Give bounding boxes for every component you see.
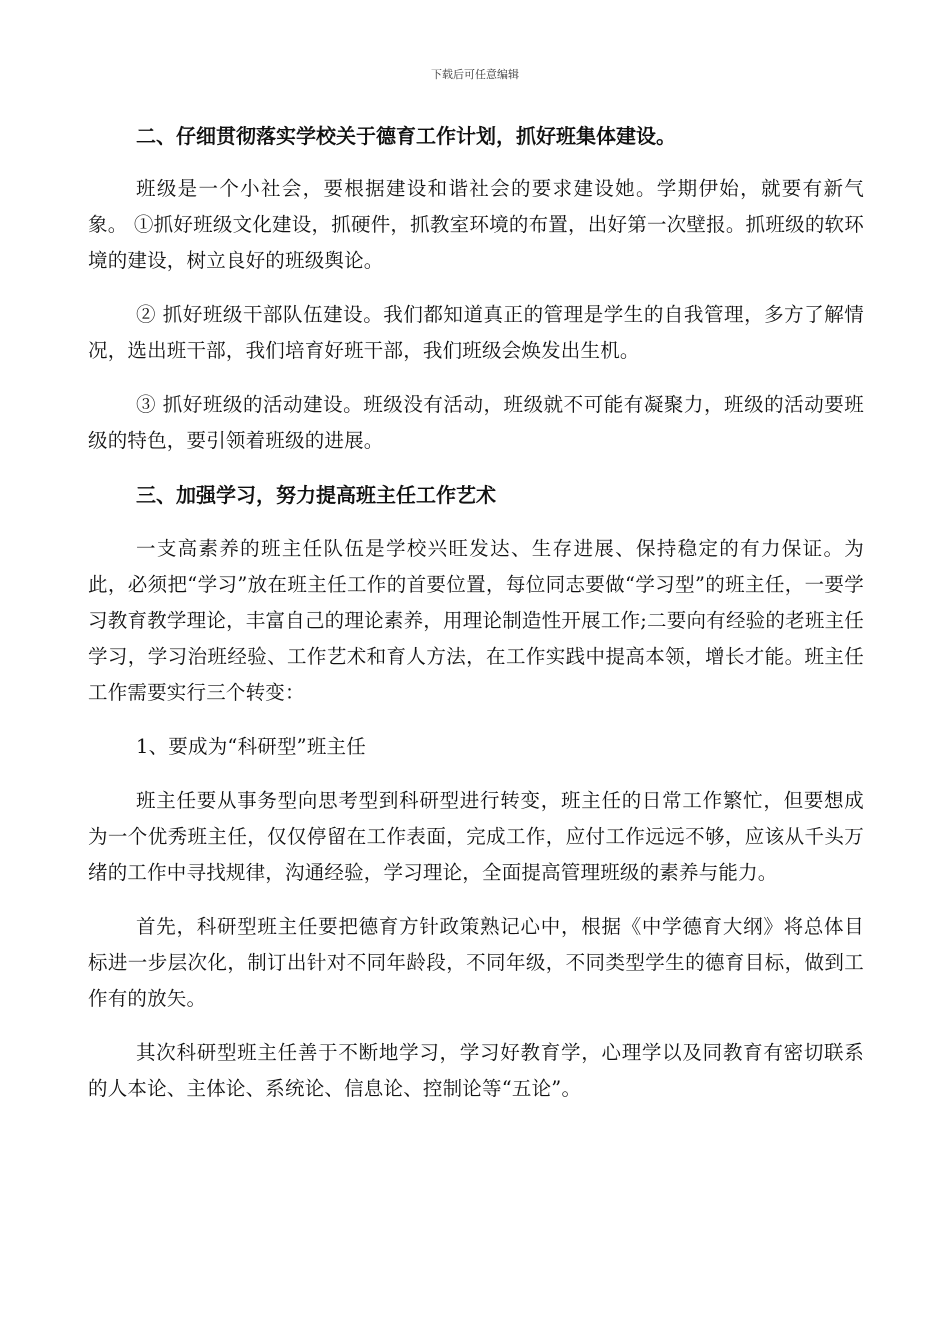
paragraph-class-cadres: ② 抓好班级干部队伍建设。我们都知道真正的管理是学生的自我管理，多方了解情况，选出班干部，我们培育好班干部，我们班级会焕发出生机。: [88, 303, 864, 362]
section-heading-2: 二、仔细贯彻落实学校关于德育工作计划，抓好班集体建设。: [136, 124, 676, 148]
document-body: [88, 118, 864, 1107]
paragraph-first-point: 首先，科研型班主任要把德育方针政策熟记心中，根据《中学德育大纲》将总体目标进一步层次化，制订出针对不同年龄段，不同年级，不同类型学生的德育目标，做到工作有的放矢。: [88, 915, 864, 1010]
subheading-research-teacher: 1、要成为“科研型”班主任: [136, 735, 366, 758]
paragraph-research-transition: 班主任要从事务型向思考型到科研型进行转变，班主任的日常工作繁忙，但要想成为一个优秀班主任，仅仅停留在工作表面，完成工作，应付工作远远不够，应该从千头万绪的工作中寻找规律，沟通经验，学习理论，全面提高管理班级的素养与能力。: [88, 789, 864, 884]
paragraph-second-point: 其次科研型班主任善于不断地学习，学习好教育学，心理学以及同教育有密切联系的人本论、主体论、系统论、信息论、控制论等“五论”。: [88, 1041, 864, 1100]
paragraph-class-activities: ③ 抓好班级的活动建设。班级没有活动，班级就不可能有凝聚力，班级的活动要班级的特色，要引领着班级的进展。: [88, 393, 864, 452]
section-heading-3: 三、加强学习，努力提高班主任工作艺术: [136, 483, 496, 507]
header-note: 下载后可任意编辑: [431, 68, 519, 81]
paragraph-teacher-study: 一支高素养的班主任队伍是学校兴旺发达、生存进展、保持稳定的有力保证。为此，必须把“学习”放在班主任工作的首要位置，每位同志要做“学习型”的班主任，一要学习教育教学理论，丰富自己的理论素养，用理论制造性开展工作;二要向有经验的老班主任学习，学习治班经验、工作艺术和育人方法，在工作实践中提高本领，增长才能。班主任工作需要实行三个转变：: [88, 537, 864, 704]
paragraph-class-as-society: 班级是一个小社会，要根据建设和谐社会的要求建设她。学期伊始，就要有新气象。 ①抓好班级文化建设，抓硬件，抓教室环境的布置，出好第一次壁报。抓班级的软环境的建设，树立良好的班级舆论。: [88, 177, 864, 272]
